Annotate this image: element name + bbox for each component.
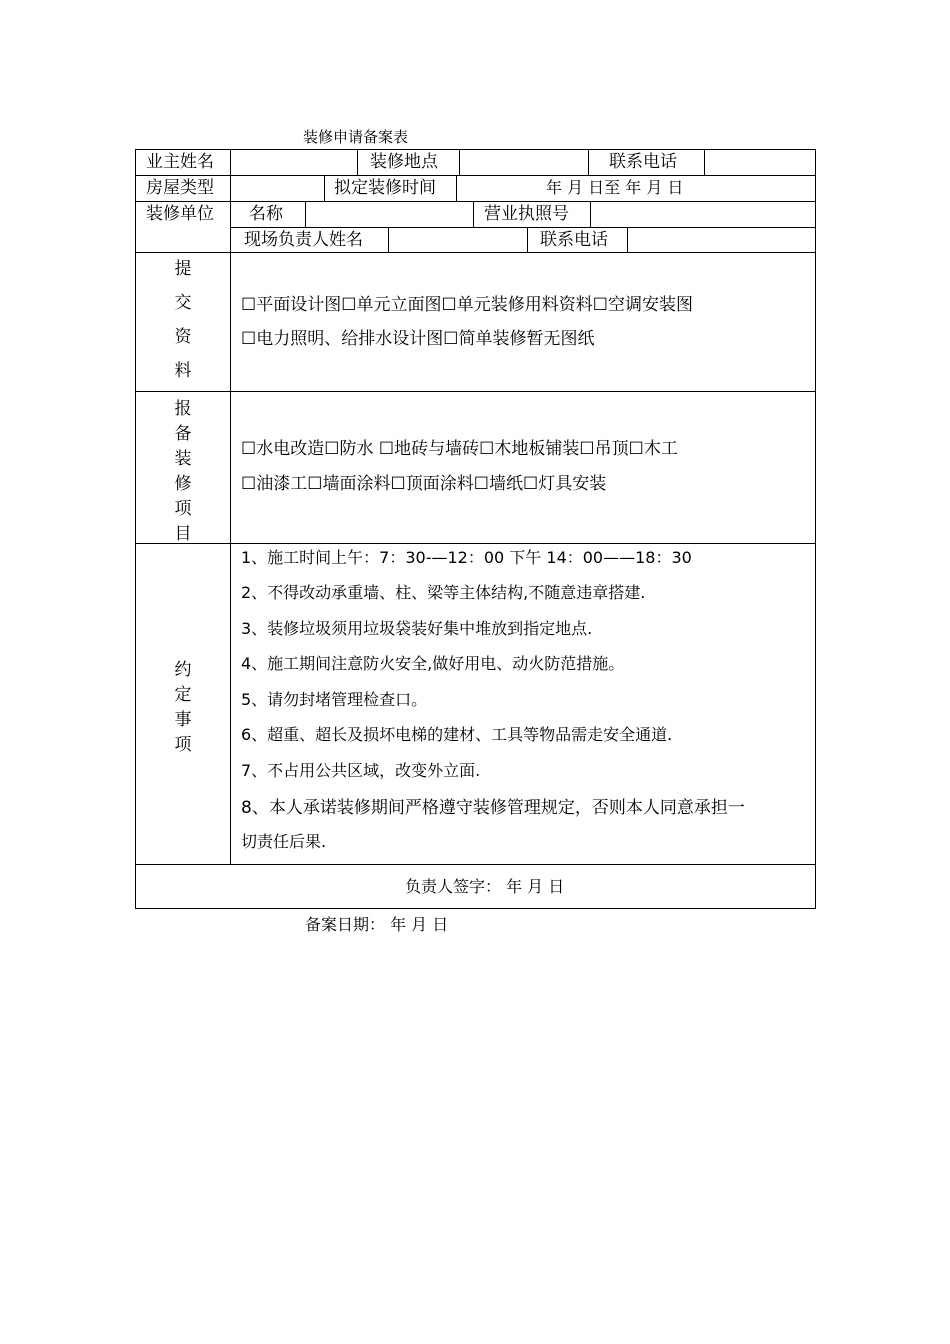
house-type-label: 房屋类型 [146,178,214,198]
onsite-phone-label: 联系电话 [540,230,608,250]
term-line-8: 8、本人承诺装修期间严格遵守装修管理规定，否则本人同意承担一 [241,798,745,818]
materials-label: 提 交 资 料 [174,259,192,381]
form-title: 装修申请备案表 [303,128,409,146]
term-line-9: 切责任后果. [241,832,327,851]
term-line-5: 5、请勿封堵管理检查口。 [241,690,428,709]
term-line-6: 6、超重、超长及损坏电梯的建材、工具等物品需走安全通道. [241,725,673,744]
signature-line: 负责人签字： 年 月 日 [405,877,565,896]
items-line-2: ☐油漆工☐墙面涂料☐顶面涂料☐墙纸☐灯具安装 [241,474,607,494]
owner-name-label: 业主姓名 [146,152,214,172]
items-line-1: ☐水电改造☐防水 ☐地砖与墙砖☐木地板铺装☐吊顶☐木工 [241,439,678,459]
term-line-1: 1、施工时间上午：7：30-—12：00 下午 14：00——18：30 [241,548,692,567]
unit-name-label: 名称 [249,204,283,224]
term-line-3: 3、装修垃圾须用垃圾袋装好集中堆放到指定地点. [241,619,593,638]
phone-label: 联系电话 [609,152,677,172]
decoration-unit-label: 装修单位 [146,204,214,224]
license-label: 营业执照号 [484,204,569,224]
term-line-2: 2、不得改动承重墙、柱、梁等主体结构,不随意违章搭建. [241,583,646,602]
onsite-manager-label: 现场负责人姓名 [244,230,363,250]
date-range: 年 月 日至 年 月 日 [546,178,684,197]
filing-date: 备案日期： 年 月 日 [305,915,449,934]
items-label: 报 备 装 修 项 目 [174,399,192,544]
terms-label: 约 定 事 项 [174,660,192,755]
location-label: 装修地点 [370,152,438,172]
term-line-7: 7、不占用公共区域，改变外立面. [241,761,481,780]
planned-time-label: 拟定装修时间 [334,178,436,198]
materials-line-1: ☐平面设计图☐单元立面图☐单元装修用料资料☐空调安装图 [241,295,693,315]
materials-line-2: ☐电力照明、给排水设计图☐简单装修暂无图纸 [241,329,595,349]
term-line-4: 4、施工期间注意防火安全,做好用电、动火防范措施。 [241,654,625,673]
